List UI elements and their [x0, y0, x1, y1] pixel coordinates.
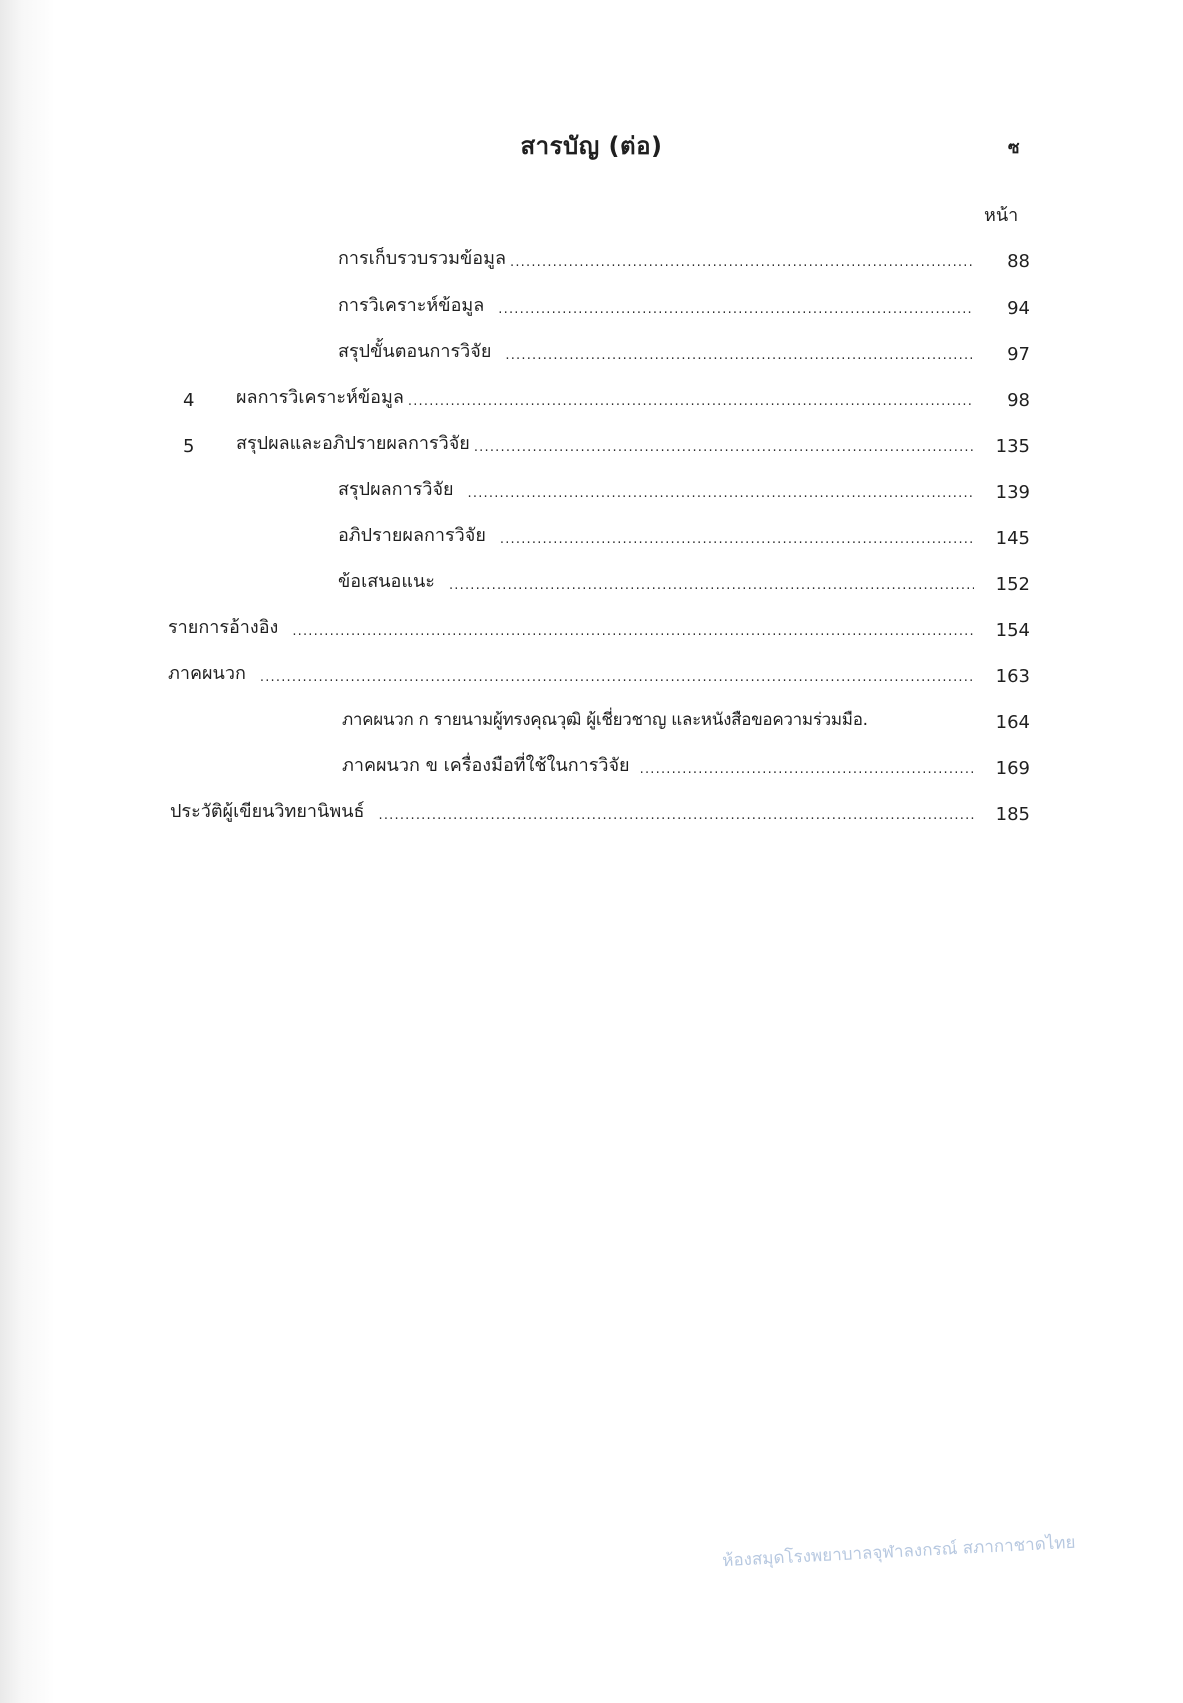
toc-entry-label: ภาคผนวก ก รายนามผู้ทรงคุณวุฒิ ผู้เชี่ยวชาญ และหนังสือขอความร่วมมือ.	[342, 710, 868, 730]
toc-entry-label: ภาคผนวก	[168, 663, 246, 684]
toc-leader-dots	[505, 347, 974, 365]
library-stamp: ห้องสมุดโรงพยาบาลจุฬาลงกรณ์ สภากาชาดไทย	[721, 1532, 1076, 1572]
toc-leader-dots	[474, 439, 974, 457]
page-column-header: หน้า	[984, 205, 1019, 226]
toc-entry-label: ข้อเสนอแนะ	[338, 571, 435, 592]
toc-leader-dots	[408, 393, 974, 411]
toc-entry	[342, 703, 1030, 733]
page-title: สารบัญ (ต่อ)	[520, 132, 663, 160]
toc-entry-page: 164	[995, 712, 1030, 733]
toc-entry	[338, 473, 1030, 503]
toc-entry-page: 135	[995, 436, 1030, 457]
toc-entry-label: ประวัติผู้เขียนวิทยานิพนธ์	[170, 801, 365, 822]
toc-leader-dots	[292, 623, 974, 641]
toc-leader-dots	[500, 531, 974, 549]
toc-leader-dots	[379, 807, 974, 825]
toc-entry-label: อภิปรายผลการวิจัย	[338, 525, 486, 546]
toc-entry-page: 145	[995, 528, 1030, 549]
toc-entry-page: 163	[995, 666, 1030, 687]
toc-entry-page: 94	[1007, 298, 1030, 319]
toc-entry-label: สรุปผลและอภิปรายผลการวิจัย	[236, 433, 470, 454]
toc-entry-label: รายการอ้างอิง	[168, 617, 279, 638]
chapter-number: 4	[183, 390, 195, 411]
toc-leader-dots	[510, 254, 974, 272]
toc-entry-page: 185	[995, 804, 1030, 825]
toc-entry-label: การวิเคราะห์ข้อมูล	[338, 295, 485, 316]
toc-entry-page: 152	[995, 574, 1030, 595]
toc-entry-page: 154	[995, 620, 1030, 641]
toc-entry-page: 97	[1007, 344, 1030, 365]
toc-entry-page: 139	[995, 482, 1030, 503]
page-number-letter: ซ	[1008, 138, 1020, 158]
toc-entry	[342, 749, 1030, 779]
toc-entry-page: 98	[1007, 390, 1030, 411]
toc-leader-dots	[468, 485, 974, 503]
toc-entry-label: การเก็บรวบรวมข้อมูล	[338, 248, 507, 269]
toc-entry	[338, 289, 1030, 319]
toc-entry	[338, 335, 1030, 365]
toc-entry	[236, 381, 1030, 411]
toc-entry-label: ผลการวิเคราะห์ข้อมูล	[236, 387, 404, 408]
toc-entry	[168, 657, 1030, 687]
toc-leader-dots	[640, 761, 974, 779]
toc-entry	[168, 611, 1030, 641]
toc-entry	[170, 795, 1030, 825]
toc-entry	[338, 242, 1030, 272]
chapter-number: 5	[183, 436, 195, 457]
toc-entry-label: ภาคผนวก ข เครื่องมือที่ใช้ในการวิจัย	[342, 755, 630, 776]
toc-leader-dots	[449, 577, 974, 595]
toc-entry	[236, 427, 1030, 457]
toc-entry-page: 88	[1007, 251, 1030, 272]
toc-entry	[338, 565, 1030, 595]
toc-entry	[338, 519, 1030, 549]
toc-leader-dots	[498, 301, 974, 319]
toc-leader-dots	[260, 669, 974, 687]
toc-entry-label: สรุปผลการวิจัย	[338, 479, 454, 500]
toc-entry-label: สรุปขั้นตอนการวิจัย	[338, 341, 492, 362]
toc-entry-page: 169	[995, 758, 1030, 779]
